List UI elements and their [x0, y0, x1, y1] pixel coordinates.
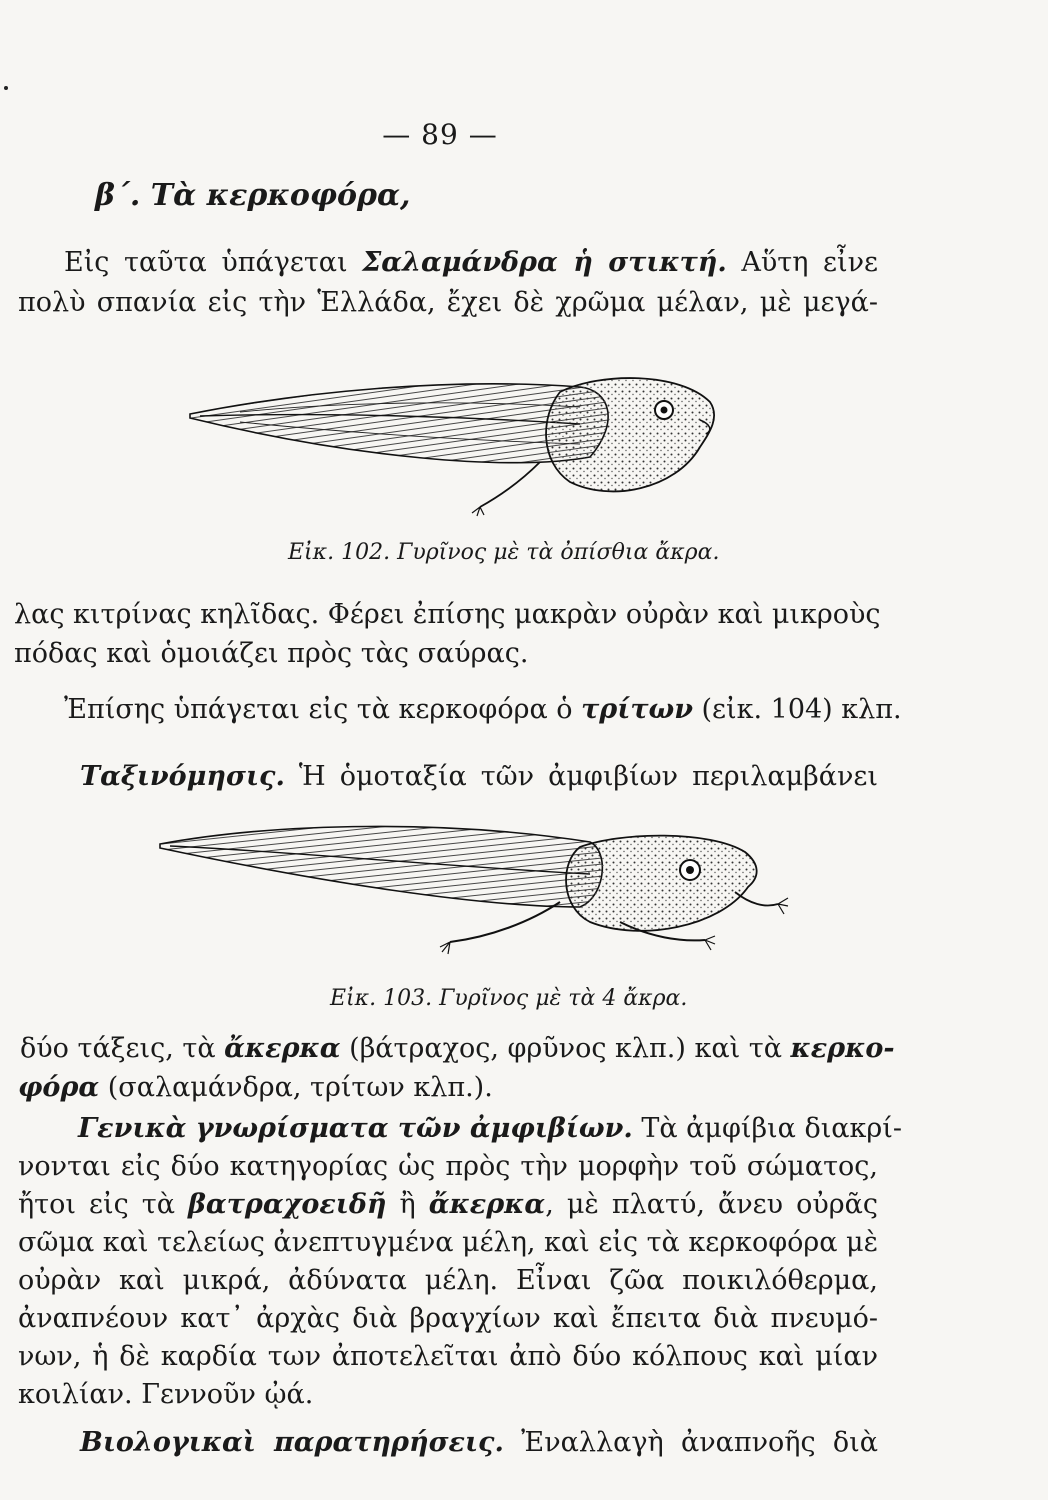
text-run: (εἰκ. 104) κλπ. — [692, 694, 902, 725]
text-run: , μὲ πλατύ, ἄνευ οὐρᾶς — [545, 1189, 879, 1220]
text-run: Εἰς ταῦτα ὑπάγεται — [64, 247, 363, 278]
term: ἄκερκα — [224, 1033, 341, 1064]
paragraph-line: πόδας καὶ ὁμοιάζει πρὸς τὰς σαύρας. — [14, 638, 529, 669]
paragraph-line — [64, 693, 902, 727]
section-heading: β΄. Τὰ κερκοφόρα, — [95, 178, 411, 213]
paragraph-line — [80, 760, 878, 794]
paragraph-line — [18, 1071, 838, 1105]
run-in-heading: Γενικὰ γνωρίσματα τῶν ἀμφιβίων. — [78, 1113, 633, 1144]
text-run: Αὕτη εἶνε — [726, 247, 878, 278]
paragraph-line: κοιλίαν. Γεννοῦν ᾠά. — [18, 1379, 314, 1410]
text-run: (σαλαμάνδρα, τρίτων κλπ.). — [99, 1072, 493, 1103]
tadpole-four-limbs-illustration — [150, 812, 800, 982]
paragraph-line: οὐρὰν καὶ μικρά, ἀδύνατα μέλη. Εἶναι ζῶα ποικιλόθερμα, — [18, 1265, 878, 1296]
species-name: Σαλαμάνδρα ἡ στικτή. — [362, 247, 727, 278]
term: βατραχοειδῆ — [188, 1189, 387, 1220]
paragraph-line — [64, 246, 878, 280]
term: φόρα — [18, 1072, 100, 1103]
run-in-heading: Ταξινόμησις. — [80, 761, 285, 792]
paragraph-line — [20, 1032, 895, 1066]
text-run: Ἐπίσης ὑπάγεται εἰς τὰ κερκοφόρα ὁ — [64, 694, 582, 725]
term: ἄκερκα — [428, 1189, 546, 1220]
text-run: δύο τάξεις, τὰ — [20, 1033, 225, 1064]
term: κερκο- — [790, 1033, 895, 1064]
paragraph-line — [80, 1426, 878, 1460]
text-run: Τὰ ἀμφίβια διακρί- — [632, 1113, 902, 1144]
species-name: τρίτων — [581, 694, 693, 725]
paragraph-line: νων, ἡ δὲ καρδία των ἀποτελεῖται ἀπὸ δύο κόλπους καὶ μίαν — [18, 1341, 878, 1372]
text-run: ἤτοι εἰς τὰ — [18, 1189, 188, 1220]
paragraph-line: νονται εἰς δύο κατηγορίας ὡς πρὸς τὴν μορφὴν τοῦ σώματος, — [18, 1151, 878, 1182]
paragraph-line — [18, 1188, 878, 1222]
text-run: ἢ — [386, 1189, 429, 1220]
text-run: Ἐναλλαγὴ ἀναπνοῆς διὰ — [503, 1427, 878, 1458]
tadpole-hind-legs-illustration — [180, 362, 740, 522]
paragraph-line: σῶμα καὶ τελείως ἀνεπτυγμένα μέλη, καὶ εἰς τὰ κερκοφόρα μὲ — [18, 1227, 879, 1258]
text-run: (βάτραχος, φρῦνος κλπ.) καὶ τὰ — [340, 1033, 791, 1064]
paragraph-line: πολὺ σπανία εἰς τὴν Ἑλλάδα, ἔχει δὲ χρῶμα μέλαν, μὲ μεγά- — [18, 287, 878, 318]
paragraph-line — [78, 1112, 902, 1146]
figure-caption: Εἰκ. 103. Γυρῖνος μὲ τὰ 4 ἄκρα. — [330, 986, 688, 1011]
paragraph-line: λας κιτρίνας κηλῖδας. Φέρει ἐπίσης μακρὰν οὐρὰν καὶ μικροὺς — [14, 599, 881, 630]
paragraph-line: ἀναπνέουν κατ᾿ ἀρχὰς διὰ βραγχίων καὶ ἔπειτα διὰ πνευμό- — [18, 1303, 878, 1334]
text-run: Ἡ ὁμοταξία τῶν ἀμφιβίων περιλαμβάνει — [284, 761, 878, 792]
run-in-heading: Βιολογικαὶ παρατηρήσεις. — [80, 1427, 504, 1458]
figure-caption: Εἰκ. 102. Γυρῖνος μὲ τὰ ὀπίσθια ἄκρα. — [288, 540, 720, 565]
margin-mark — [4, 86, 8, 90]
page-number: — 89 — — [382, 118, 498, 151]
